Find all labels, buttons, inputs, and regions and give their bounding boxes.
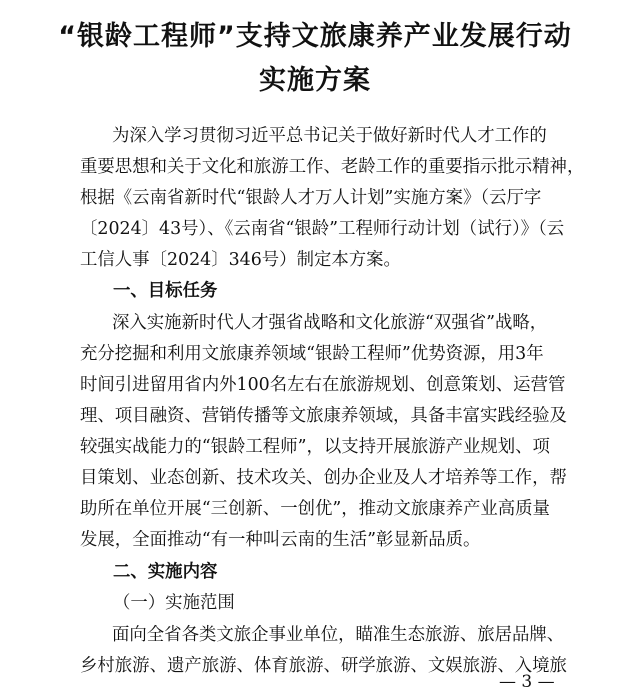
section2-paragraph-line: 面向全省各类文旅企事业单位，瞄准生态旅游、旅居品牌、 (112, 625, 565, 645)
section1-paragraph-line: 较强实战能力的“银龄工程师”，以支持开展旅游产业规划、项 (80, 437, 550, 457)
section2-paragraph-line: 乡村旅游、遗产旅游、体育旅游、研学旅游、文娱旅游、入境旅 (80, 656, 567, 676)
section1-paragraph-line: 时间引进留用省内外100名左右在旅游规划、创意策划、运营管 (80, 375, 566, 395)
section1-paragraph-line: 理、项目融资、营销传播等文旅康养领域，具备丰富实践经验及 (80, 406, 567, 426)
section1-paragraph-line: 助所在单位开展“三创新、一创优”，推动文旅康养产业高质量 (80, 499, 550, 519)
section1-paragraph-line: 目策划、业态创新、技术攻关、创办企业及人才培养等工作，帮 (80, 468, 567, 488)
section-heading-content: 二、实施内容 (113, 562, 218, 582)
subsection-heading-scope: （一）实施范围 (113, 593, 235, 613)
intro-paragraph-line: 根据《云南省新时代“银龄人才万人计划”实施方案》（云厅字 (80, 188, 542, 208)
section1-paragraph-line: 深入实施新时代人才强省战略和文化旅游“双强省”战略， (112, 313, 548, 333)
document-title-line-2: 实施方案 (259, 65, 371, 96)
section1-paragraph-line: 发展，全面推动“有一种叫云南的生活”彰显新品质。 (80, 530, 481, 550)
section1-paragraph-line: 充分挖掘和利用文旅康养领域“银龄工程师”优势资源，用3年 (80, 344, 544, 364)
section-heading-goals: 一、目标任务 (113, 281, 218, 301)
intro-paragraph-line: 工信人事〔2024〕346号）制定本方案。 (80, 250, 401, 270)
intro-paragraph-line: 为深入学习贯彻习近平总书记关于做好新时代人才工作的 (112, 126, 547, 146)
document-title-line-1: “银龄工程师”支持文旅康养产业发展行动 (58, 21, 572, 52)
page-number: — 3 — (499, 672, 555, 692)
intro-paragraph-line: 重要思想和关于文化和旅游工作、老龄工作的重要指示批示精神， (80, 157, 585, 177)
intro-paragraph-line: 〔2024〕43号）、《云南省“银龄”工程师行动计划（试行）》（云 (80, 219, 565, 239)
